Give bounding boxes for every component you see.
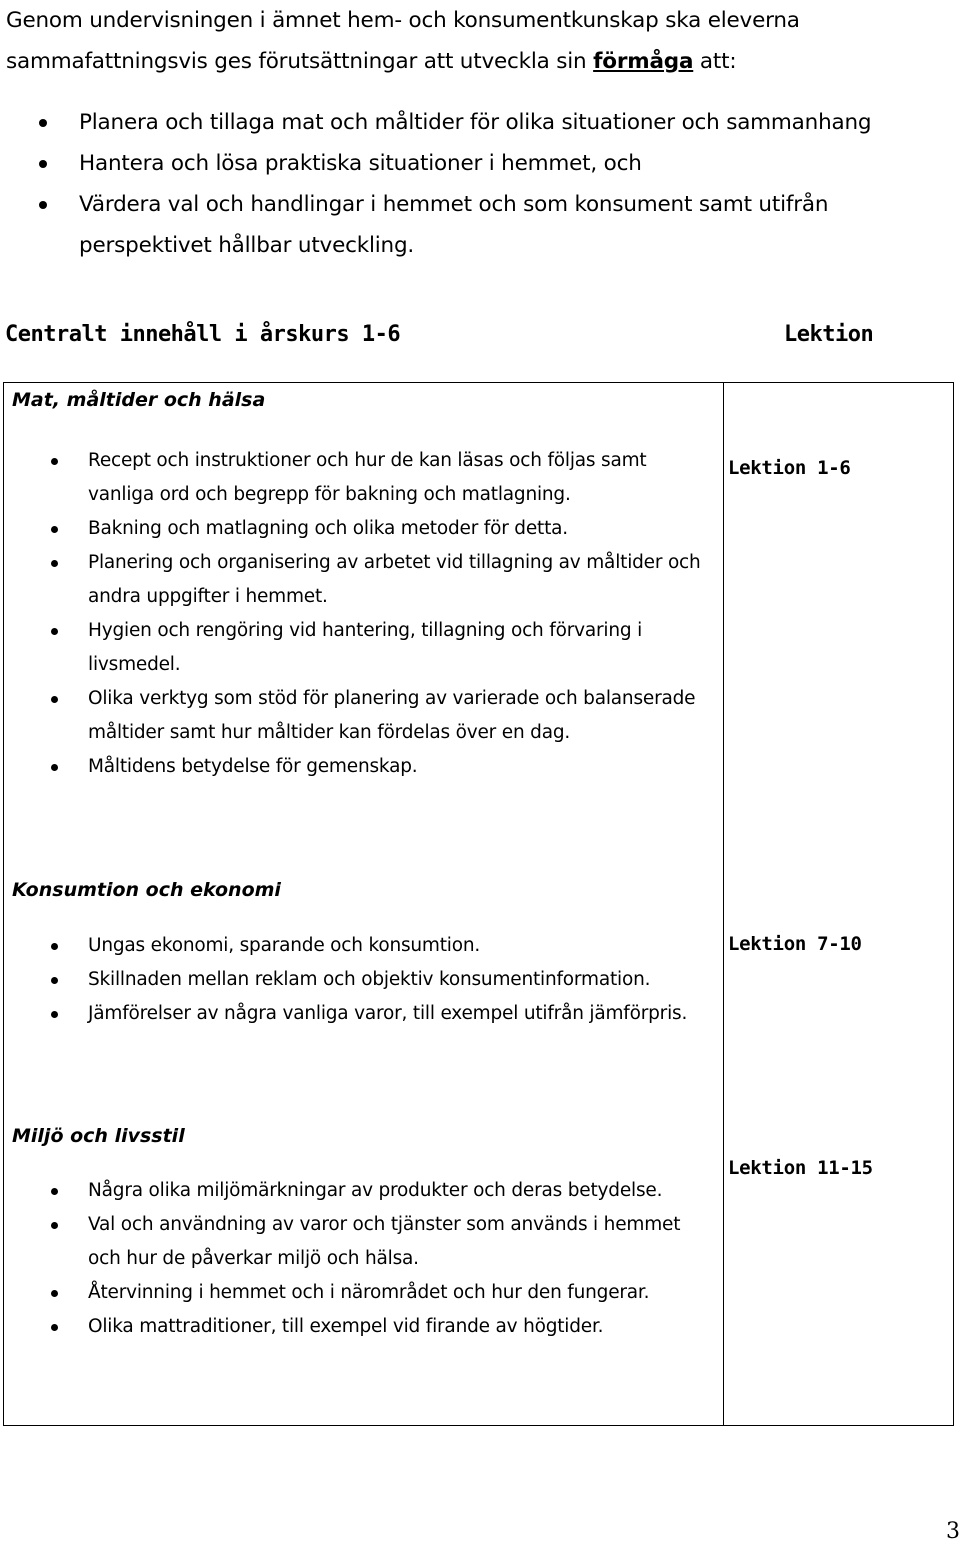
list-item: Återvinning i hemmet och i närområdet och hur den fungerar. xyxy=(4,1276,704,1310)
lesson-header: Lektion xyxy=(784,322,874,347)
content-header: Centralt innehåll i årskurs 1-6 xyxy=(5,322,401,347)
list-item: Recept och instruktioner och hur de kan läsas och följas samt vanliga ord och begrepp för bakning och matlagning. xyxy=(4,444,704,512)
intro-text-after: att: xyxy=(693,49,737,74)
list-item: Måltidens betydelse för gemenskap. xyxy=(4,750,704,784)
intro-bullet: Värdera val och handlingar i hemmet och som konsument samt utifrån perspektivet hållbar utveckling. xyxy=(6,184,951,266)
intro-bullet: Planera och tillaga mat och måltider för olika situationer och sammanhang xyxy=(6,102,951,143)
intro-text xyxy=(6,0,951,266)
list-item: Hygien och rengöring vid hantering, tillagning och förvaring i livsmedel. xyxy=(4,614,704,682)
list-item: Val och användning av varor och tjänster som används i hemmet och hur de påverkar miljö och hälsa. xyxy=(4,1208,704,1276)
section-item-list xyxy=(4,444,704,784)
lesson-label: Lektion 11-15 xyxy=(728,1157,873,1179)
list-item: Ungas ekonomi, sparande och konsumtion. xyxy=(4,929,704,963)
section-title: Konsumtion och ekonomi xyxy=(12,879,281,901)
section-item-list xyxy=(4,929,704,1031)
list-item: Planering och organisering av arbetet vid tillagning av måltider och andra uppgifter i hemmet. xyxy=(4,546,704,614)
list-item: Olika verktyg som stöd för planering av varierade och balanserade måltider samt hur måltider kan fördelas över en dag. xyxy=(4,682,704,750)
intro-emphasis: förmåga xyxy=(593,49,694,74)
lesson-label: Lektion 7-10 xyxy=(728,933,862,955)
intro-paragraph xyxy=(6,0,951,82)
list-item: Skillnaden mellan reklam och objektiv konsumentinformation. xyxy=(4,963,704,997)
section-item-list xyxy=(4,1174,704,1344)
content-table xyxy=(3,382,954,1426)
page-number: 3 xyxy=(946,1519,960,1544)
section-title: Miljö och livsstil xyxy=(12,1125,185,1147)
list-item: Jämförelser av några vanliga varor, till exempel utifrån jämförpris. xyxy=(4,997,704,1031)
intro-bullet: Hantera och lösa praktiska situationer i hemmet, och xyxy=(6,143,951,184)
lesson-label: Lektion 1-6 xyxy=(728,457,851,479)
section-title: Mat, måltider och hälsa xyxy=(12,389,266,411)
list-item: Olika mattraditioner, till exempel vid firande av högtider. xyxy=(4,1310,704,1344)
intro-bullet-list xyxy=(6,102,951,266)
column-divider xyxy=(723,383,724,1425)
list-item: Bakning och matlagning och olika metoder för detta. xyxy=(4,512,704,546)
intro-text-before: Genom undervisningen i ämnet hem- och konsumentkunskap ska eleverna sammafattningsvis ges förutsättningar att utveckla sin xyxy=(6,8,800,74)
list-item: Några olika miljömärkningar av produkter och deras betydelse. xyxy=(4,1174,704,1208)
